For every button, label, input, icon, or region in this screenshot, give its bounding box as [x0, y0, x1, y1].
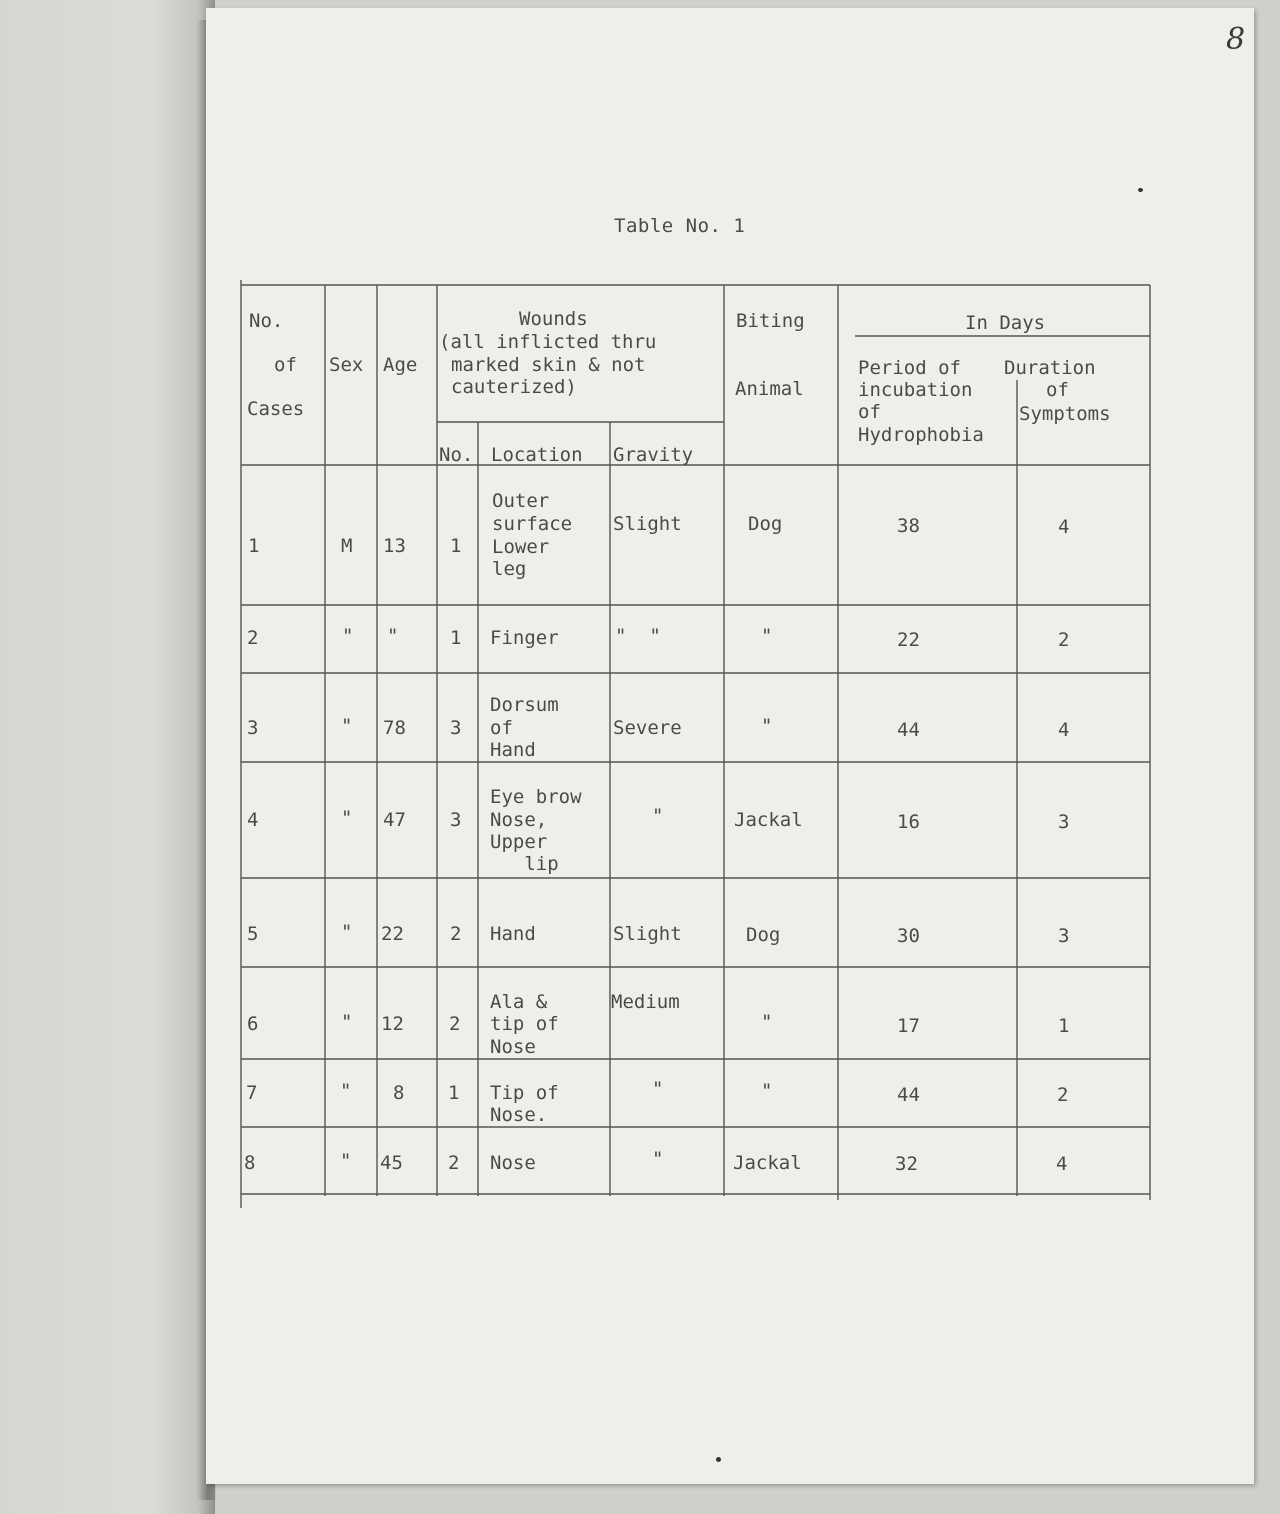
row-7-sex: "	[340, 1080, 352, 1102]
row-2-gravity: " "	[615, 625, 661, 647]
row-3-gravity: Severe	[613, 717, 682, 739]
row-5-duration: 3	[1058, 925, 1070, 947]
header-location: Location	[491, 444, 583, 466]
header-gravity: Gravity	[613, 444, 694, 466]
page-number: 8	[1226, 22, 1246, 57]
row-1-incubation: 38	[897, 515, 920, 537]
row-8-age: 45	[380, 1152, 403, 1174]
row-1-wounds-no: 1	[450, 535, 462, 557]
row-4-wounds-no: 3	[450, 809, 462, 831]
row-2-sex: "	[342, 625, 354, 647]
row-1-location-3: Lower	[492, 536, 550, 558]
header-of: of	[274, 354, 297, 376]
row-7-location-1: Tip of	[490, 1082, 559, 1104]
row-6-location-1: Ala &	[490, 991, 548, 1013]
header-cases: Cases	[247, 398, 305, 420]
row-5-age: 22	[381, 923, 404, 945]
header-biting: Biting	[736, 310, 805, 332]
header-wounds-line3: marked skin & not	[451, 354, 646, 376]
header-duration: Duration	[1004, 357, 1096, 379]
row-8-sex: "	[340, 1150, 352, 1172]
row-5-sex: "	[341, 921, 353, 943]
row-4-incubation: 16	[897, 811, 920, 833]
row-8-duration: 4	[1056, 1153, 1068, 1175]
row-7-age: 8	[393, 1082, 405, 1104]
row-5-case: 5	[247, 923, 259, 945]
row-4-duration: 3	[1058, 811, 1070, 833]
row-6-incubation: 17	[897, 1015, 920, 1037]
row-7-location-2: Nose.	[490, 1104, 548, 1126]
header-wounds-no: No.	[439, 444, 474, 466]
row-2-case: 2	[247, 627, 259, 649]
row-4-gravity: "	[652, 805, 664, 827]
row-5-location-1: Hand	[490, 923, 536, 945]
header-hydrophobia: Hydrophobia	[858, 424, 984, 446]
row-3-wounds-no: 3	[450, 717, 462, 739]
row-8-case: 8	[244, 1152, 256, 1174]
row-6-location-3: Nose	[490, 1036, 536, 1058]
row-3-case: 3	[247, 717, 259, 739]
row-3-age: 78	[383, 717, 406, 739]
row-3-location-3: Hand	[490, 739, 536, 761]
header-symptoms: Symptoms	[1019, 403, 1111, 425]
row-3-incubation: 44	[897, 719, 920, 741]
row-8-wounds-no: 2	[448, 1152, 460, 1174]
header-in-days: In Days	[965, 312, 1046, 334]
row-1-sex: M	[341, 535, 353, 557]
row-6-case: 6	[247, 1013, 259, 1035]
header-duration-of: of	[1046, 379, 1069, 401]
row-6-location-2: tip of	[490, 1013, 559, 1035]
paper-mark-2	[1138, 188, 1143, 192]
row-8-gravity: "	[652, 1148, 664, 1170]
row-4-location-2: Nose,	[490, 809, 548, 831]
row-6-wounds-no: 2	[449, 1013, 461, 1035]
row-2-incubation: 22	[897, 629, 920, 651]
row-6-gravity: Medium	[611, 991, 680, 1013]
row-4-age: 47	[383, 809, 406, 831]
row-5-wounds-no: 2	[450, 923, 462, 945]
row-7-wounds-no: 1	[448, 1082, 460, 1104]
row-6-duration: 1	[1058, 1015, 1070, 1037]
table-title: Table No. 1	[614, 215, 746, 237]
row-4-case: 4	[247, 809, 259, 831]
header-wounds-line4: cauterized)	[451, 376, 577, 398]
row-1-location-4: leg	[492, 558, 527, 580]
left-page-edge	[0, 0, 215, 1514]
row-7-incubation: 44	[897, 1084, 920, 1106]
header-age: Age	[383, 354, 418, 376]
row-1-age: 13	[383, 535, 406, 557]
header-animal: Animal	[735, 378, 804, 400]
row-1-location-2: surface	[492, 513, 573, 535]
row-6-age: 12	[381, 1013, 404, 1035]
row-2-animal: "	[761, 625, 773, 647]
header-incubation: incubation	[858, 379, 973, 401]
row-4-location-3: Upper	[490, 831, 548, 853]
row-3-sex: "	[341, 715, 353, 737]
row-5-incubation: 30	[897, 925, 920, 947]
header-period-of: of	[858, 401, 881, 423]
paper-mark	[716, 1457, 721, 1462]
row-4-location-1: Eye brow	[490, 786, 582, 808]
row-4-location-4: lip	[490, 853, 559, 875]
row-1-duration: 4	[1058, 516, 1070, 538]
row-1-location-1: Outer	[492, 490, 550, 512]
row-3-location-1: Dorsum	[490, 694, 559, 716]
row-4-sex: "	[341, 807, 353, 829]
row-8-incubation: 32	[895, 1153, 918, 1175]
row-7-gravity: "	[652, 1078, 664, 1100]
row-3-animal: "	[761, 715, 773, 737]
row-2-duration: 2	[1058, 629, 1070, 651]
row-8-location-1: Nose	[490, 1152, 536, 1174]
row-6-animal: "	[761, 1011, 773, 1033]
row-2-location-1: Finger	[490, 627, 559, 649]
row-7-case: 7	[246, 1082, 258, 1104]
row-1-case: 1	[248, 535, 260, 557]
row-2-wounds-no: 1	[450, 627, 462, 649]
row-2-age: "	[387, 625, 399, 647]
header-period: Period of	[858, 357, 961, 379]
row-7-animal: "	[761, 1080, 773, 1102]
row-1-animal: Dog	[748, 513, 783, 535]
header-wounds-line2: (all inflicted thru	[439, 331, 657, 353]
header-sex: Sex	[329, 354, 364, 376]
header-no: No.	[249, 310, 284, 332]
row-7-duration: 2	[1057, 1084, 1069, 1106]
header-wounds: Wounds	[519, 308, 588, 330]
row-5-gravity: Slight	[613, 923, 682, 945]
row-3-location-2: of	[490, 717, 513, 739]
row-4-animal: Jackal	[734, 809, 803, 831]
row-1-gravity: Slight	[613, 513, 682, 535]
row-5-animal: Dog	[746, 924, 781, 946]
row-6-sex: "	[341, 1011, 353, 1033]
row-8-animal: Jackal	[733, 1152, 802, 1174]
row-3-duration: 4	[1058, 719, 1070, 741]
